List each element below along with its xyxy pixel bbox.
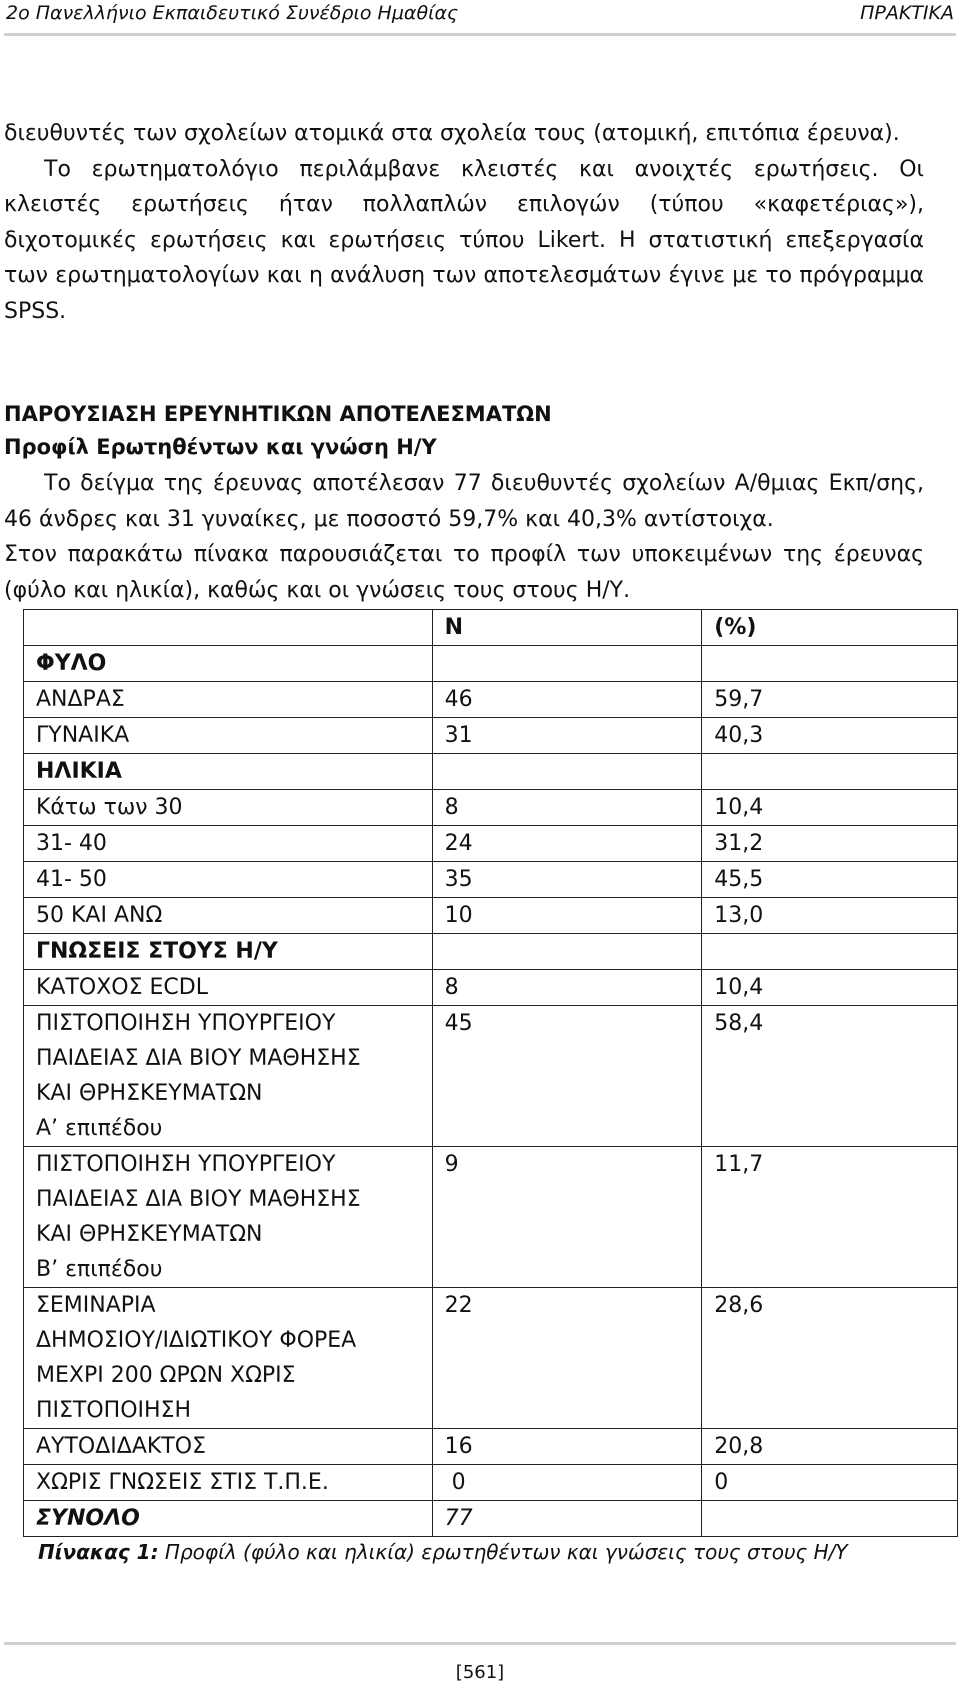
percent-cell: 10,4 [702,790,958,826]
n-cell: 0 [432,1465,702,1501]
footer-divider [4,1642,956,1645]
paragraph-2: Το ερωτηματολόγιο περιλάμβανε κλειστές και ανοιχτές ερωτήσεις. Οι κλειστές ερωτήσεις ήταν πολλαπλών επιλογών (τύπου «καφετέριας»), διχοτομικές ερωτήσεις και ερωτήσεις τύπου Likert. Η στατιστική επεξεργασία των ερωτηματολογίων και η ανάλυση των αποτελεσμάτων έγινε με το πρόγραμμα SPSS. [4,156,924,324]
table-cell [702,1501,958,1537]
table-row [24,862,958,898]
paragraph-4: Στον παρακάτω πίνακα παρουσιάζεται το προφίλ των υποκειμένων της έρευνας (φύλο και ηλικία), καθώς και οι γνώσεις τους στους Η/Υ. [4,542,924,603]
group-label: ΓΝΩΣΕΙΣ ΣΤΟΥΣ Η/Υ [24,934,433,970]
total-n-cell: 77 [432,1501,702,1537]
group-label: ΗΛΙΚΙΑ [24,754,433,790]
n-cell: 46 [432,682,702,718]
n-cell: 24 [432,826,702,862]
percent-cell: 28,6 [702,1288,958,1429]
n-cell: 45 [432,1006,702,1147]
table-caption [38,1540,848,1564]
n-cell: 8 [432,970,702,1006]
row-label: 31- 40 [24,826,433,862]
n-cell: 35 [432,862,702,898]
table-row [24,826,958,862]
n-cell: 10 [432,898,702,934]
body-text-block-2 [4,466,924,608]
section-label: ΠΡΑΚΤΙΚΑ [860,2,954,24]
table-header-row [24,610,958,646]
header-divider [4,33,956,36]
n-cell: 16 [432,1429,702,1465]
percent-cell: 10,4 [702,970,958,1006]
table-row [24,646,958,682]
row-label: ΠΙΣΤΟΠΟΙΗΣΗ ΥΠΟΥΡΓΕΙΟΥ ΠΑΙΔΕΙΑΣ ΔΙΑ ΒΙΟΥ ΜΑΘΗΣΗΣ ΚΑΙ ΘΡΗΣΚΕΥΜΑΤΩΝ Α’ επιπέδου [24,1006,433,1147]
row-label: ΑΝΔΡΑΣ [24,682,433,718]
row-label: ΓΥΝΑΙΚΑ [24,718,433,754]
n-cell: 9 [432,1147,702,1288]
table-row [24,754,958,790]
table-row [24,934,958,970]
page-header [6,0,954,28]
row-label: ΠΙΣΤΟΠΟΙΗΣΗ ΥΠΟΥΡΓΕΙΟΥ ΠΑΙΔΕΙΑΣ ΔΙΑ ΒΙΟΥ ΜΑΘΗΣΗΣ ΚΑΙ ΘΡΗΣΚΕΥΜΑΤΩΝ Β’ επιπέδου [24,1147,433,1288]
table-row [24,1147,958,1288]
table-cell [702,646,958,682]
table-row [24,1429,958,1465]
percent-cell: 58,4 [702,1006,958,1147]
table-cell [432,646,702,682]
table-row [24,1006,958,1147]
row-label: ΑΥΤΟΔΙΔΑΚΤΟΣ [24,1429,433,1465]
table-row [24,1465,958,1501]
percent-cell: 13,0 [702,898,958,934]
column-header-percent: (%) [702,610,958,646]
conference-title: 2ο Πανελλήνιο Εκπαιδευτικό Συνέδριο Ημαθίας [6,2,459,24]
profile-table [23,609,958,1537]
row-label: Κάτω των 30 [24,790,433,826]
table-row [24,790,958,826]
percent-cell: 59,7 [702,682,958,718]
column-header-n: N [432,610,702,646]
caption-label: Πίνακας 1: [38,1540,159,1564]
paragraph-3: Το δείγμα της έρευνας αποτέλεσαν 77 διευθυντές σχολείων Α/θμιας Εκπ/σης, 46 άνδρες και 31 γυναίκες, με ποσοστό 59,7% και 40,3% αντίστοιχα. [4,471,924,532]
table-total-row [24,1501,958,1537]
n-cell: 8 [432,790,702,826]
caption-text: Προφίλ (φύλο και ηλικία) ερωτηθέντων και γνώσεις τους στους Η/Υ [158,1540,848,1564]
table-row [24,1288,958,1429]
percent-cell: 45,5 [702,862,958,898]
percent-cell: 31,2 [702,826,958,862]
row-label: ΣΕΜΙΝΑΡΙΑ ΔΗΜΟΣΙΟΥ/ΙΔΙΩΤΙΚΟΥ ΦΟΡΕΑ ΜΕΧΡΙ 200 ΩΡΩΝ ΧΩΡΙΣ ΠΙΣΤΟΠΟΙΗΣΗ [24,1288,433,1429]
table-row [24,718,958,754]
percent-cell: 20,8 [702,1429,958,1465]
body-text-block [4,116,924,329]
section-heading: ΠΑΡΟΥΣΙΑΣΗ ΕΡΕΥΝΗΤΙΚΩΝ ΑΠΟΤΕΛΕΣΜΑΤΩΝ [4,402,552,426]
table-row [24,970,958,1006]
group-label: ΦΥΛΟ [24,646,433,682]
table-cell [702,934,958,970]
table-row [24,682,958,718]
row-label: 50 ΚΑΙ ΑΝΩ [24,898,433,934]
table-row [24,898,958,934]
table-cell [432,754,702,790]
total-label: ΣΥΝΟΛΟ [24,1501,433,1537]
percent-cell: 0 [702,1465,958,1501]
n-cell: 31 [432,718,702,754]
page-number: [561] [455,1662,505,1683]
row-label: ΚΑΤΟΧΟΣ ECDL [24,970,433,1006]
paragraph-1: διευθυντές των σχολείων ατομικά στα σχολεία τους (ατομική, επιτόπια έρευνα). [4,121,900,146]
table-cell [432,934,702,970]
n-cell: 22 [432,1288,702,1429]
row-label: 41- 50 [24,862,433,898]
row-label: ΧΩΡΙΣ ΓΝΩΣΕΙΣ ΣΤΙΣ Τ.Π.Ε. [24,1465,433,1501]
subsection-heading: Προφίλ Ερωτηθέντων και γνώση Η/Υ [4,435,437,459]
percent-cell: 40,3 [702,718,958,754]
table-cell [24,610,433,646]
table-cell [702,754,958,790]
percent-cell: 11,7 [702,1147,958,1288]
